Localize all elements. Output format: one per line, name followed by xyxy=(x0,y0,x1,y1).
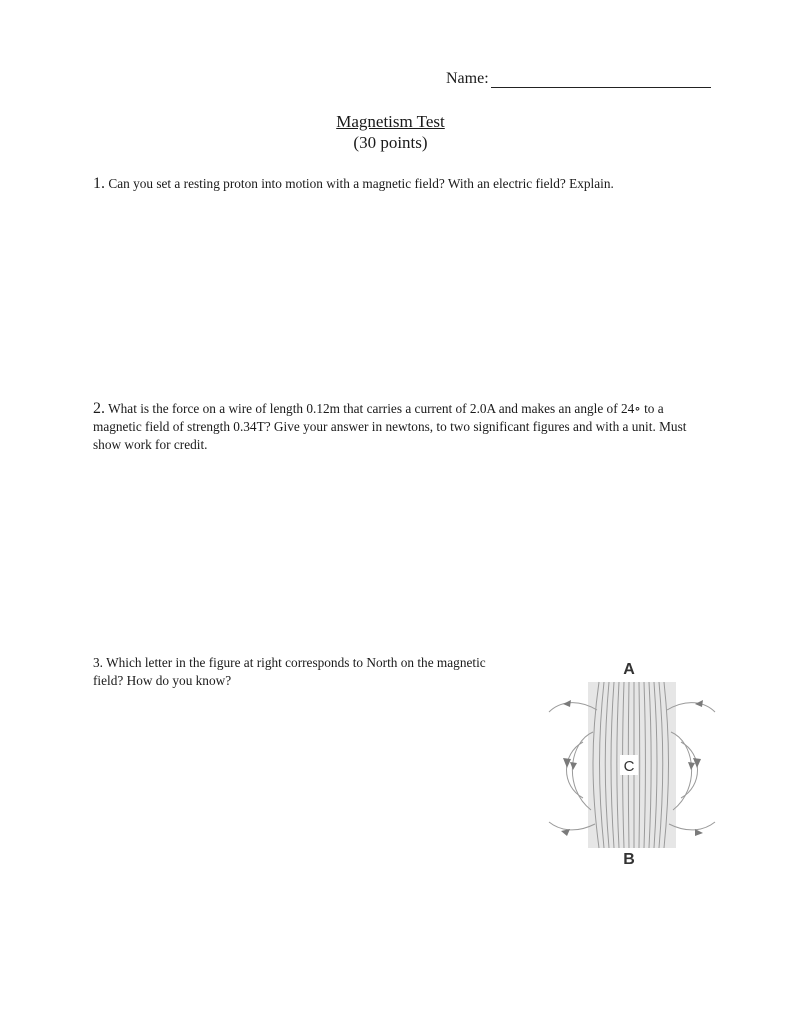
question-number: 2. xyxy=(93,400,105,417)
magnetic-field-diagram xyxy=(543,658,718,873)
label-b: B xyxy=(623,851,635,868)
question-1 xyxy=(93,175,693,193)
title-main: Magnetism Test xyxy=(336,112,445,131)
question-2 xyxy=(93,400,703,454)
question-number: 3. xyxy=(93,655,103,670)
question-3 xyxy=(93,654,513,690)
question-text: Which letter in the figure at right corresponds to North on the magnetic field? How do you know? xyxy=(93,655,486,688)
name-label: Name: xyxy=(446,70,489,87)
name-blank-line[interactable] xyxy=(491,71,711,88)
question-text: What is the force on a wire of length 0.12m that carries a current of 2.0A and makes an angle of 24∘ to a magnetic field of strength 0.34T? Give your answer in newtons, to two significant figures and with a unit. Must show work for credit. xyxy=(93,401,687,452)
question-number: 1. xyxy=(93,175,105,192)
test-title xyxy=(0,111,781,153)
title-points: (30 points) xyxy=(353,133,428,152)
question-text: Can you set a resting proton into motion with a magnetic field? With an electric field? Explain. xyxy=(108,176,614,191)
name-field xyxy=(446,70,711,88)
label-a: A xyxy=(623,661,635,678)
label-c: C xyxy=(623,758,635,775)
magnetic-field-figure xyxy=(543,658,718,873)
